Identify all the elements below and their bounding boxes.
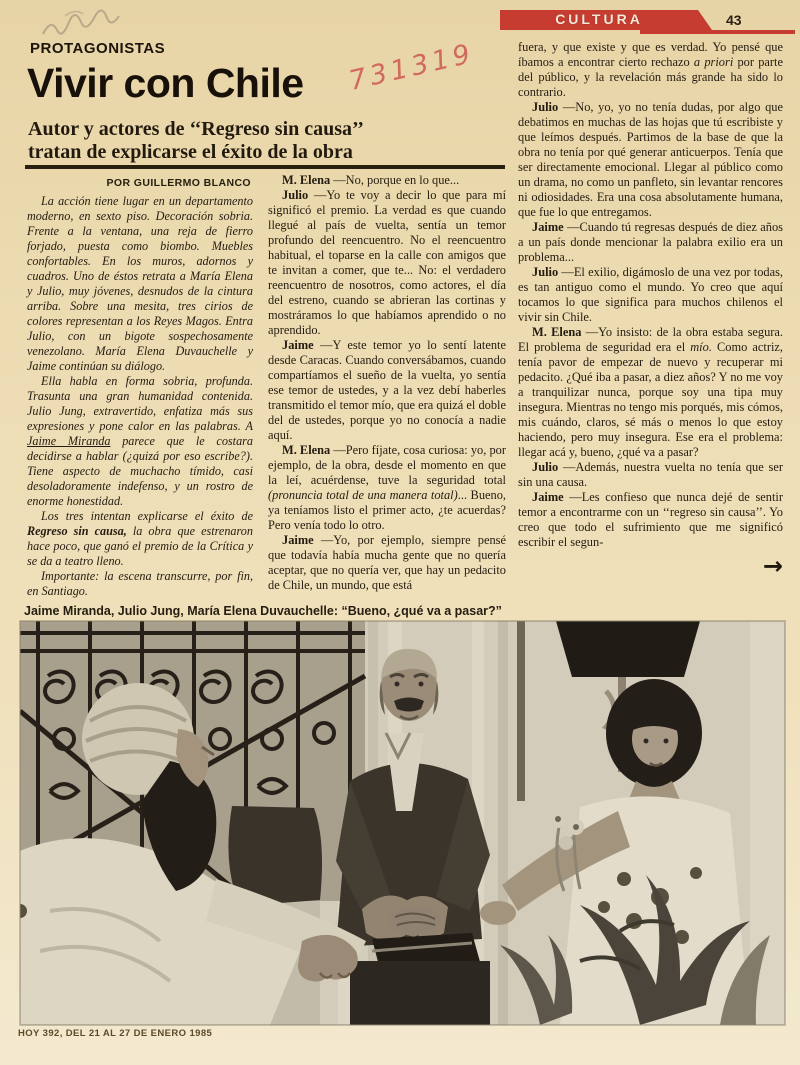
paragraph xyxy=(268,338,506,443)
text-segment: —Yo, por ejemplo, siempre pensé que todavía había mucha gente que no quería aceptar, que no quería ver, que hay un pedacito de Chile, un mundo, que está xyxy=(268,533,506,592)
text-segment: La acción tiene lugar en un departamento moderno, en sexto piso. Decoración sobria. Frente a la ventana, una reja de fierro forjado, puesta como biombo. Muebles confortables. En los muros, adornos y cuadros. Uno de éstos retrata a María Elena y Julio, muy jóvenes, desnudos de la cintura arriba. Sobre una mesita, tres cirios de colores representan a los Reyes Magos. Entra Julio, con un bigote sospechosamente venezolano. María Elena Duvauchelle y Jaime continúan su diálogo. xyxy=(27,194,253,373)
continuation-arrow-icon: → xyxy=(762,552,783,580)
speaker-name: Jaime xyxy=(282,533,321,547)
paragraph xyxy=(518,325,783,460)
speaker-name: Julio xyxy=(532,265,562,279)
photo-illustration xyxy=(20,621,785,1025)
dialogue-column-3 xyxy=(518,40,784,580)
text-segment: —Yo insisto: de la obra estaba segura. El problema de seguridad era el xyxy=(518,325,784,354)
footer-credit: HOY 392, DEL 21 AL 27 DE ENERO 1985 xyxy=(18,1028,213,1039)
photo xyxy=(20,621,785,1025)
speaker-name: Julio xyxy=(532,460,564,474)
subhead-line1: Autor y actores de ‘‘Regreso sin causa’’ xyxy=(28,118,364,140)
text-segment: —Además, nuestra vuelta no tenía que ser sin una causa. xyxy=(518,460,784,489)
text-segment: —Y este temor yo lo sentí latente desde Caracas. Cuando conversábamos, cuando compartíamos el sueño de la vuelta, yo sentía ese temor de ustedes, y a la vez debí haberles transmitido el temor mío, que era quizá el doble del de ustedes, porque yo no conocía a nadie aquí. xyxy=(268,338,506,442)
subhead-line2: tratan de explicarse el éxito de la obra xyxy=(28,141,353,163)
paragraph xyxy=(518,220,783,265)
text-segment: —El exilio, digámoslo de una vez por todas, es tan antiguo como el mundo. Yo creo que aquí tocamos lo que significa para muchos chilenos el vivir sin Chile. xyxy=(518,265,784,324)
text-segment: parece que le costara decidirse a hablar (¿quizá por eso escribe?). Tiene aspecto de muchacho tímido, casi desoladoramente indefenso, y un rostro de enorme honestidad. xyxy=(27,434,253,508)
paragraph xyxy=(268,173,506,188)
dialogue-paragraphs xyxy=(518,40,783,550)
speaker-name: M. Elena xyxy=(282,443,334,457)
byline: POR GUILLERMO BLANCO xyxy=(106,177,251,189)
subhead xyxy=(28,118,458,164)
text-segment: Ella habla en forma sobria, profunda. Trasunta una gran humanidad contenida. Julio Jung, extravertido, enfatiza más sus expresiones y pone calor en las palabras. A xyxy=(27,374,253,433)
text-segment: Jaime Miranda xyxy=(27,434,111,448)
text-segment: —Pero fíjate, cosa curiosa: yo, por ejemplo, de la obra, desde el momento en que la leí, acuérdense, tuve la seguridad total xyxy=(268,443,506,487)
text-segment: Importante: la escena transcurre, por fin, en Santiago. xyxy=(27,569,253,598)
speaker-name: Julio xyxy=(532,100,563,114)
section-label: CULTURA xyxy=(555,11,643,27)
text-segment: —No, porque en lo que... xyxy=(333,173,460,187)
speaker-name: Jaime xyxy=(532,220,568,234)
text-segment: —Les confieso que nunca dejé de sentir temor a encontrarme con un ‘‘regreso sin causa’’. Yo creo que todo el sufrimiento que me significó escribir el segun- xyxy=(518,490,783,549)
text-segment: (pronuncia total de una manera total) xyxy=(268,488,458,502)
text-segment: fuera, y que existe y que es verdad. Yo pensé que íbamos a encontrar cierto rechazo xyxy=(518,40,783,69)
paragraph xyxy=(518,460,783,490)
text-segment: Los tres intentan explicarse el éxito de xyxy=(41,509,253,523)
section-banner-rule xyxy=(640,30,795,34)
text-segment: mío. xyxy=(690,340,712,354)
speaker-name: Jaime xyxy=(532,490,570,504)
text-segment: —No, yo, yo no tenía dudas, por algo que debatimos en muchas de las hojas que tú escribiste y que leímos después. Partimos de la base de que la obra no tenía por qué generar anticuerpos. Tenía que ser directamente emocional. Llegar al público como un drama, no como un panfleto, sin levantar rencores ni odiosidades. Era una cosa absolutamente humana, que fue lo que entregamos. xyxy=(518,100,784,219)
column-top-rule xyxy=(25,165,505,169)
paragraph xyxy=(518,265,783,325)
paragraph xyxy=(27,194,253,374)
speaker-name: M. Elena xyxy=(282,173,334,187)
paragraph xyxy=(518,100,783,220)
dialogue-column-2 xyxy=(268,173,506,593)
intro-column xyxy=(27,176,253,599)
text-segment: —Cuando tú regresas después de diez años a un país donde mencionar la palabra exilio era un problema... xyxy=(518,220,783,264)
speaker-name: Julio xyxy=(282,188,314,202)
text-segment: ... Bueno, ya teníamos listo el primer acto, ¿te acuerdas? Pero venía todo lo otro. xyxy=(268,488,506,532)
kicker: PROTAGONISTAS xyxy=(30,40,166,57)
paragraph xyxy=(27,509,253,569)
handwritten-number: 731319 xyxy=(346,38,477,97)
speaker-name: M. Elena xyxy=(532,325,586,339)
text-segment: por parte del público, y la revelación más grande ha sido lo contrario. xyxy=(518,55,783,99)
text-segment: Como actriz, tenía pavor de empezar de nuevo y recuperar mi pedacito. ¿Qué iba a pasar, a diez años? Y no me voy a tranquilizar nunca, porque soy una tipa muy insegura. Mientras no tengo mis porqués, mis cómos, mis cuándo, claros, sé más o menos lo que estoy haciendo, pero muy insegura. Ese era el problema: llegar acá y, bueno, ¿qué va a pasar? xyxy=(518,340,783,459)
paragraph xyxy=(268,533,506,593)
photo-caption: Jaime Miranda, Julio Jung, María Elena Duvauchelle: “Bueno, ¿qué va a pasar?” xyxy=(24,604,502,618)
paragraph xyxy=(268,443,506,533)
paragraph xyxy=(27,374,253,509)
page-number: 43 xyxy=(726,12,742,28)
text-segment: —Yo te voy a decir lo que para mí significó el premio. La verdad es que cuando llegué al país de vuelta, sentía un temor profundo del reencuentro. No el reencuentro habitual, el toparse en la calle con amigos que te invitan a comer, que te... No: el verdadero reencuentro de nosotros, como actores, el día del estreno, cuando se abrieran las cortinas y mostráramos lo que habíamos aprendido o no aprendido. xyxy=(268,188,507,337)
paragraph xyxy=(268,188,506,338)
speaker-name: Jaime xyxy=(282,338,321,352)
dialogue-paragraphs xyxy=(268,173,506,593)
page-title: Vivir con Chile xyxy=(27,60,304,106)
intro-paragraphs xyxy=(27,194,253,599)
paragraph xyxy=(27,569,253,599)
text-segment: Regreso sin causa, xyxy=(27,524,127,538)
paragraph xyxy=(518,490,783,550)
text-segment: la obra que estrenaron hace poco, que ganó el premio de la Crítica y se da a teatro lleno. xyxy=(27,524,253,568)
text-segment: a priori xyxy=(693,55,734,69)
paragraph xyxy=(518,40,783,100)
